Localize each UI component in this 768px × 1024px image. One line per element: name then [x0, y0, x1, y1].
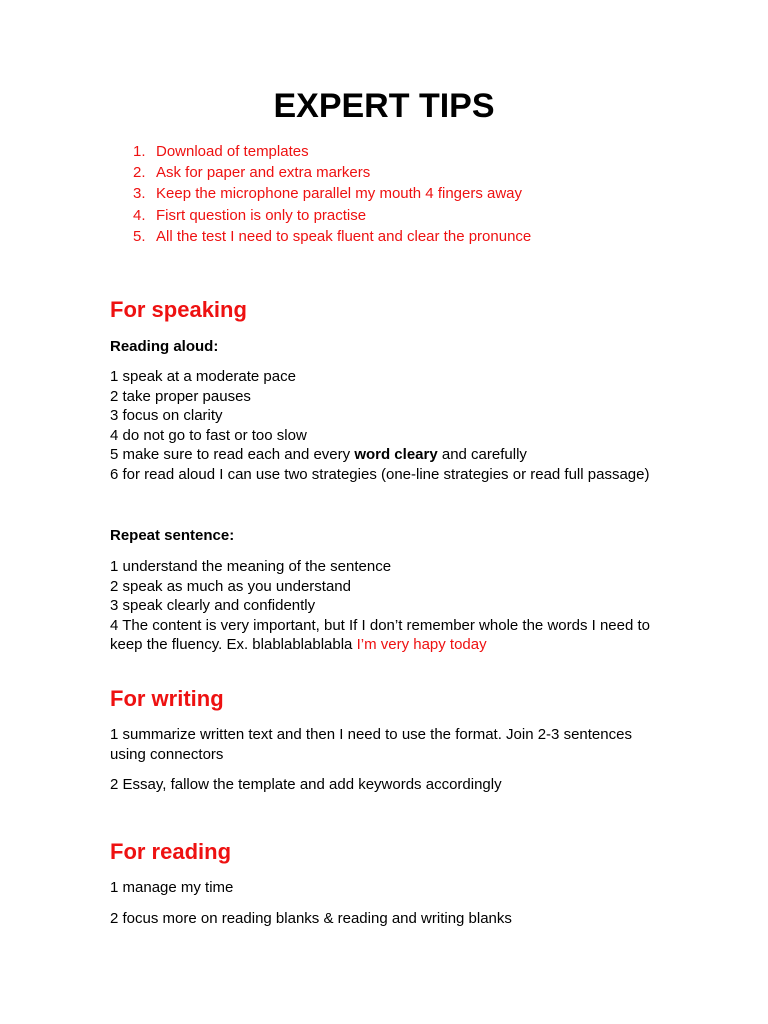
list-item: 3 speak clearly and confidently [110, 597, 316, 615]
tip-item [133, 226, 531, 247]
tip-text: Download of templates [156, 143, 309, 160]
section-heading-speaking: For speaking [110, 297, 247, 322]
repeat-sentence-list [110, 557, 655, 655]
list-item: 3 focus on clarity [110, 407, 223, 425]
list-item: 4 do not go to fast or too slow [110, 426, 307, 444]
list-item: 1 summarize written text and then I need to use the format. Join 2-3 sentences using connectors [110, 726, 632, 763]
list-item: 1 speak at a moderate pace [110, 368, 296, 385]
writing-list [110, 725, 640, 795]
section-heading-reading: For reading [110, 839, 232, 864]
list-item [110, 445, 670, 465]
example-sentence: I’m very hapy today [356, 636, 487, 654]
list-item: 2 take proper pauses [110, 387, 251, 405]
list-item: 2 Essay, fallow the template and add keywords accordingly [110, 776, 502, 794]
tip-text: Keep the microphone parallel my mouth 4 fingers away [156, 185, 523, 203]
tip-number: 4. [133, 206, 146, 224]
list-item: 1 understand the meaning of the sentence [110, 558, 392, 575]
tip-text: All the test I need to speak fluent and clear the pronunce [156, 227, 532, 245]
tip-number: 2. [133, 164, 146, 182]
tip-text: Ask for paper and extra markers [156, 164, 371, 182]
item-text: and carefully [437, 446, 527, 464]
tip-number: 1. [133, 143, 146, 160]
tip-number: 3. [133, 185, 146, 203]
reading-aloud-list [110, 367, 670, 485]
tip-item [133, 162, 531, 183]
tip-text: Fisrt question is only to practise [156, 206, 367, 224]
bold-phrase: word cleary [354, 446, 438, 464]
item-text: 4 The content is very important, but If I don’t remember whole the words I need to keep the fluency. Ex. blablablablabla [110, 616, 650, 654]
tip-item [133, 141, 531, 162]
page-title: EXPERT TIPS [273, 87, 495, 125]
section-heading-writing: For writing [110, 686, 224, 711]
list-item: 2 focus more on reading blanks & reading and writing blanks [110, 909, 512, 927]
subheading-reading-aloud: Reading aloud: [110, 338, 219, 355]
list-item [110, 616, 655, 655]
item-text: 5 make sure to read each and every [110, 446, 355, 464]
list-item: 6 for read aloud I can use two strategies (one-line strategies or read full passage) [110, 465, 650, 483]
reading-list [110, 878, 670, 928]
tip-item [133, 183, 531, 204]
tip-item [133, 205, 531, 226]
list-item: 2 speak as much as you understand [110, 577, 351, 595]
list-item: 1 manage my time [110, 879, 234, 896]
subheading-repeat-sentence: Repeat sentence: [110, 527, 235, 544]
tip-number: 5. [133, 227, 146, 245]
expert-tips-list [133, 141, 531, 247]
